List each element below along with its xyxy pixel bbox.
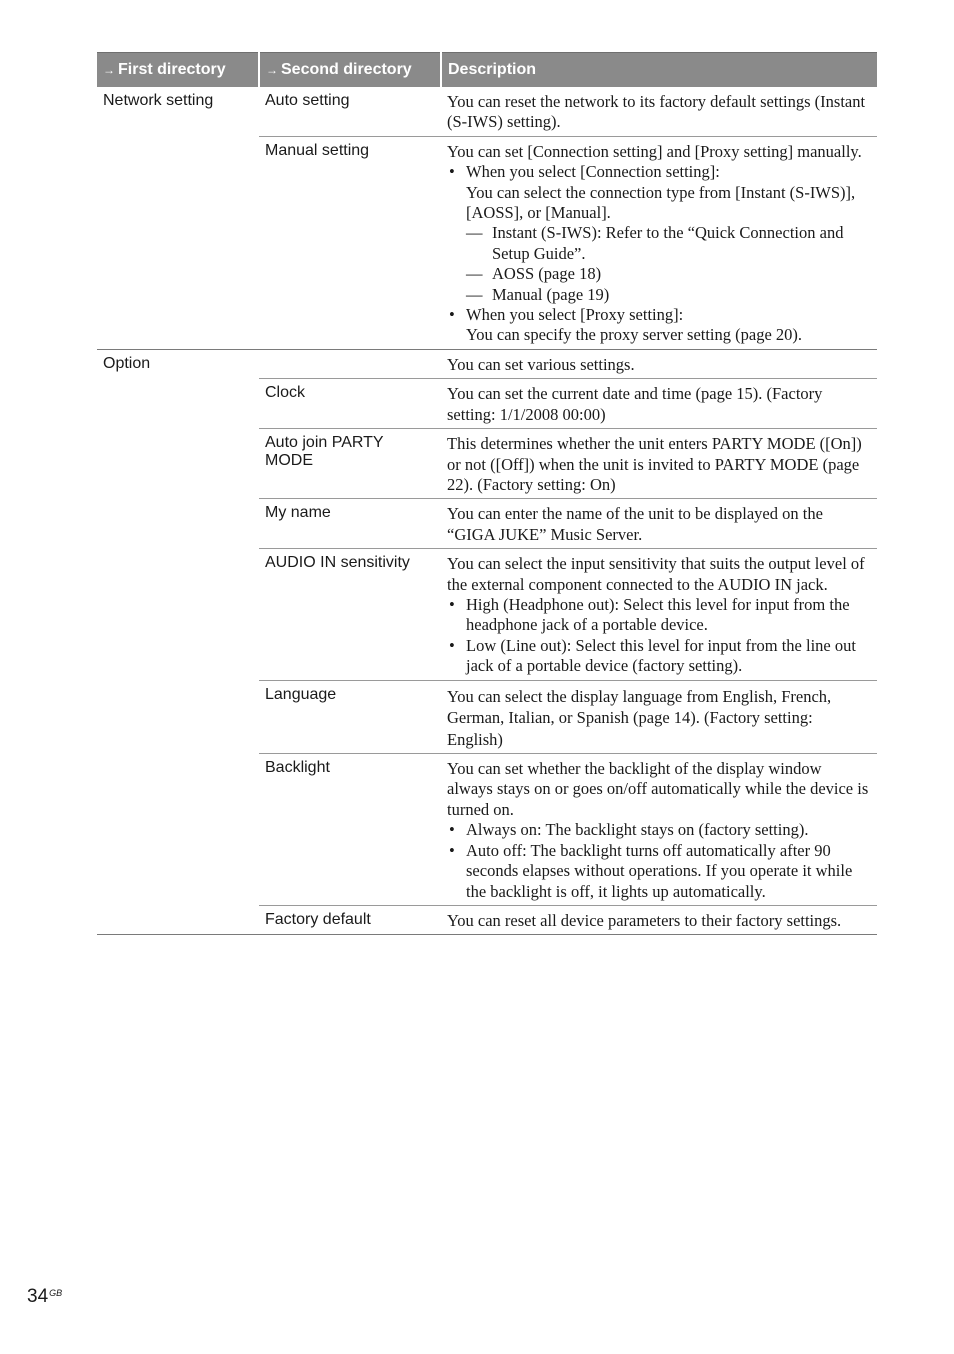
list-item: • When you select [Proxy setting]: You can specify the proxy server setting (page 20). (447, 305, 871, 346)
arrow-icon: → (103, 63, 115, 77)
page-number: $34^{GB}$ (27, 1286, 63, 1307)
table-header-row (97, 53, 877, 88)
table-row (97, 87, 877, 136)
first-directory-option: Option (97, 349, 259, 934)
second-directory-audio-in: AUDIO IN sensitivity (259, 549, 441, 680)
list-item: • High (Headphone out): Select this level for input from the headphone jack of a portable device. (447, 595, 871, 636)
second-directory-party-mode: Auto join PARTY MODE (259, 429, 441, 499)
list-item: • When you select [Connection setting]: You can select the connection type from [Instant (S-IWS)], [AOSS], or [Manual]. — Instant (S-IWS): Refer to the “Quick Connection and Setup Guide”. — AOSS (page 18) — Manual (page 19) (447, 162, 871, 305)
header-first-directory: → First directory (97, 53, 259, 88)
second-directory-language: Language (259, 680, 441, 754)
header-description: Description (441, 53, 877, 88)
list-item: — AOSS (page 18) (466, 264, 871, 284)
list-item: • Auto off: The backlight turns off automatically after 90 seconds elapses without operations. If you operate it while the backlight is off, it lights up automatically. (447, 841, 871, 902)
description-clock: You can set the current date and time (page 15). (Factory setting: 1/1/2008 00:00) (441, 379, 877, 429)
description-language: You can select the display language from English, French, German, Italian, or Spanish (page 14). (Factory setting: English) (441, 680, 877, 754)
description-option: You can set various settings. (441, 349, 877, 378)
table-row (97, 349, 877, 378)
header-second-directory: → Second directory (259, 53, 441, 88)
list-item: • Always on: The backlight stays on (factory setting). (447, 820, 871, 840)
description-backlight: You can set whether the backlight of the display window always stays on or goes on/off automatically while the device is turned on. • Always on: The backlight stays on (factory setting). • Auto off: The backlight turns off automatically after 90 seconds elapses without operations. If you operate it while the backlight is off, it lights up automatically. (441, 754, 877, 906)
second-directory-manual-setting: Manual setting (259, 136, 441, 349)
second-directory-backlight: Backlight (259, 754, 441, 906)
bullet-list (447, 820, 871, 902)
second-directory-factory-default: Factory default (259, 905, 441, 934)
description-party-mode: This determines whether the unit enters PARTY MODE ([On]) or not ([Off]) when the unit is invited to PARTY MODE (page 22). (Factory setting: On) (441, 429, 877, 499)
description-auto-setting: You can reset the network to its factory default settings (Instant (S-IWS) setting). (441, 87, 877, 136)
second-directory-my-name: My name (259, 499, 441, 549)
first-directory-network: Network setting (97, 87, 259, 349)
list-item: — Manual (page 19) (466, 285, 871, 305)
second-directory-empty (259, 349, 441, 378)
list-item: • Low (Line out): Select this level for input from the line out jack of a portable device (factory setting). (447, 636, 871, 677)
bullet-list (447, 162, 871, 346)
list-item: — Instant (S-IWS): Refer to the “Quick Connection and Setup Guide”. (466, 223, 871, 264)
description-my-name: You can enter the name of the unit to be displayed on the “GIGA JUKE” Music Server. (441, 499, 877, 549)
second-directory-auto-setting: Auto setting (259, 87, 441, 136)
settings-table (97, 52, 877, 935)
bullet-list (447, 595, 871, 677)
description-audio-in: You can select the input sensitivity that suits the output level of the external component connected to the AUDIO IN jack. • High (Headphone out): Select this level for input from the headphone jack of a portable device. • Low (Line out): Select this level for input from the line out jack of a portable device (factory setting). (441, 549, 877, 680)
settings-table-container (97, 52, 877, 935)
second-directory-clock: Clock (259, 379, 441, 429)
description-factory-default: You can reset all device parameters to their factory settings. (441, 905, 877, 934)
page-suffix: GB (49, 1288, 63, 1298)
arrow-icon: → (266, 63, 278, 77)
dash-list (466, 223, 871, 305)
description-manual-setting: You can set [Connection setting] and [Proxy setting] manually. • When you select [Connection setting]: You can select the connection type from [Instant (S-IWS)], [AOSS], or [Manual]. — Instant (S-IWS): Refer to the “Quick Connection and Setup Guide”. — AOSS (page 18) — Manual (page 19) • When you select [Proxy setting]: You can specify the proxy server setting (page 20). (441, 136, 877, 349)
